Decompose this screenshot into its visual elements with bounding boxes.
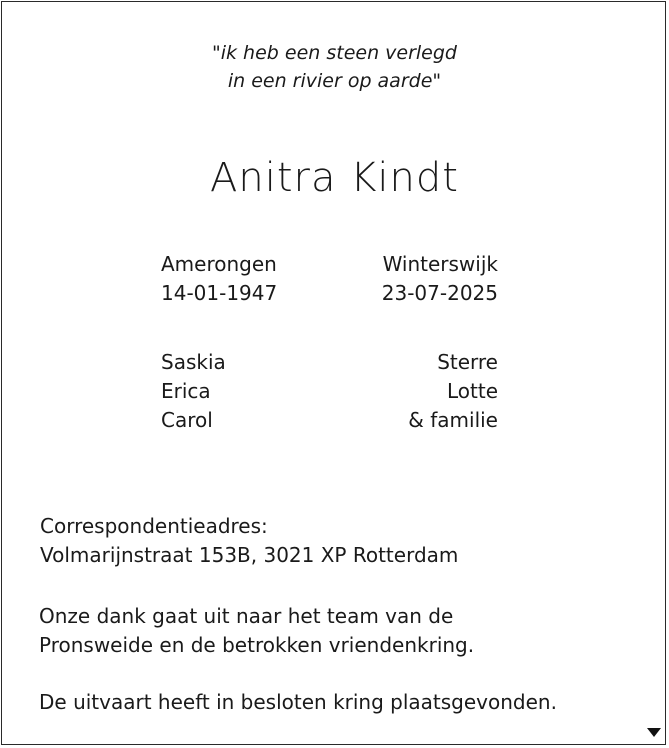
death-date: 23-07-2025	[381, 281, 498, 305]
funeral-notice: De uitvaart heeft in besloten kring plaatsgevonden.	[39, 690, 557, 714]
quote-line-2: in een rivier op aarde"	[227, 70, 442, 92]
family-right-3: & familie	[408, 408, 498, 432]
family-left-3: Carol	[161, 408, 213, 432]
family-right-1: Sterre	[437, 350, 498, 374]
family-left-2: Erica	[161, 379, 211, 403]
quote-line-1: "ik heb een steen verlegd	[212, 42, 457, 64]
thanks-line-1: Onze dank gaat uit naar het team van de	[39, 604, 454, 628]
thanks-line-2: Pronsweide en de betrokken vriendenkring.	[39, 633, 475, 657]
family-right-2: Lotte	[446, 379, 498, 403]
birth-date: 14-01-1947	[161, 281, 278, 305]
obituary-card	[1, 1, 666, 745]
deceased-name: Anitra Kindt	[210, 155, 459, 201]
triangle-down-icon[interactable]	[647, 728, 661, 737]
correspondence-address: Volmarijnstraat 153B, 3021 XP Rotterdam	[40, 543, 459, 567]
family-left-1: Saskia	[161, 350, 226, 374]
birth-place: Amerongen	[161, 252, 277, 276]
correspondence-label: Correspondentieadres:	[40, 514, 268, 538]
death-place: Winterswijk	[382, 252, 498, 276]
